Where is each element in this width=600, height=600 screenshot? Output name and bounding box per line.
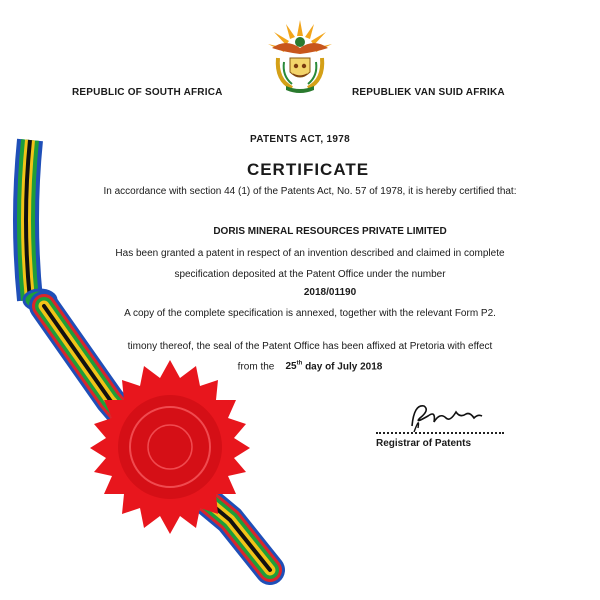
registrar-title: Registrar of Patents xyxy=(376,438,472,449)
annex-text: A copy of the complete specification is annexed, together with the relevant Form P2. xyxy=(124,308,496,319)
header-right: REPUBLIEK VAN SUID AFRIKA xyxy=(352,87,505,98)
date-prefix: from the xyxy=(237,361,275,373)
header-left: REPUBLIC OF SOUTH AFRICA xyxy=(72,87,223,98)
grant-line-1: Has been granted a patent in respect of an invention described and claimed in complete xyxy=(115,248,505,259)
seal-text: timony thereof, the seal of the Patent Office has been affixed at Pretoria with effect xyxy=(127,341,493,352)
patent-number: 2018/01190 xyxy=(303,287,357,298)
intro-text: In accordance with section 44 (1) of the Patents Act, No. 57 of 1978, it is hereby certified that: xyxy=(103,186,517,197)
date-rest: day of July 2018 xyxy=(305,361,383,373)
act-title: PATENTS ACT, 1978 xyxy=(250,134,350,145)
date-day: 25 xyxy=(285,361,297,373)
grant-line-2: specification deposited at the Patent Office under the number xyxy=(174,269,446,280)
certificate-title: CERTIFICATE xyxy=(246,160,370,179)
date-suffix: th xyxy=(296,361,303,367)
company-name: DORIS MINERAL RESOURCES PRIVATE LIMITED xyxy=(213,226,447,237)
